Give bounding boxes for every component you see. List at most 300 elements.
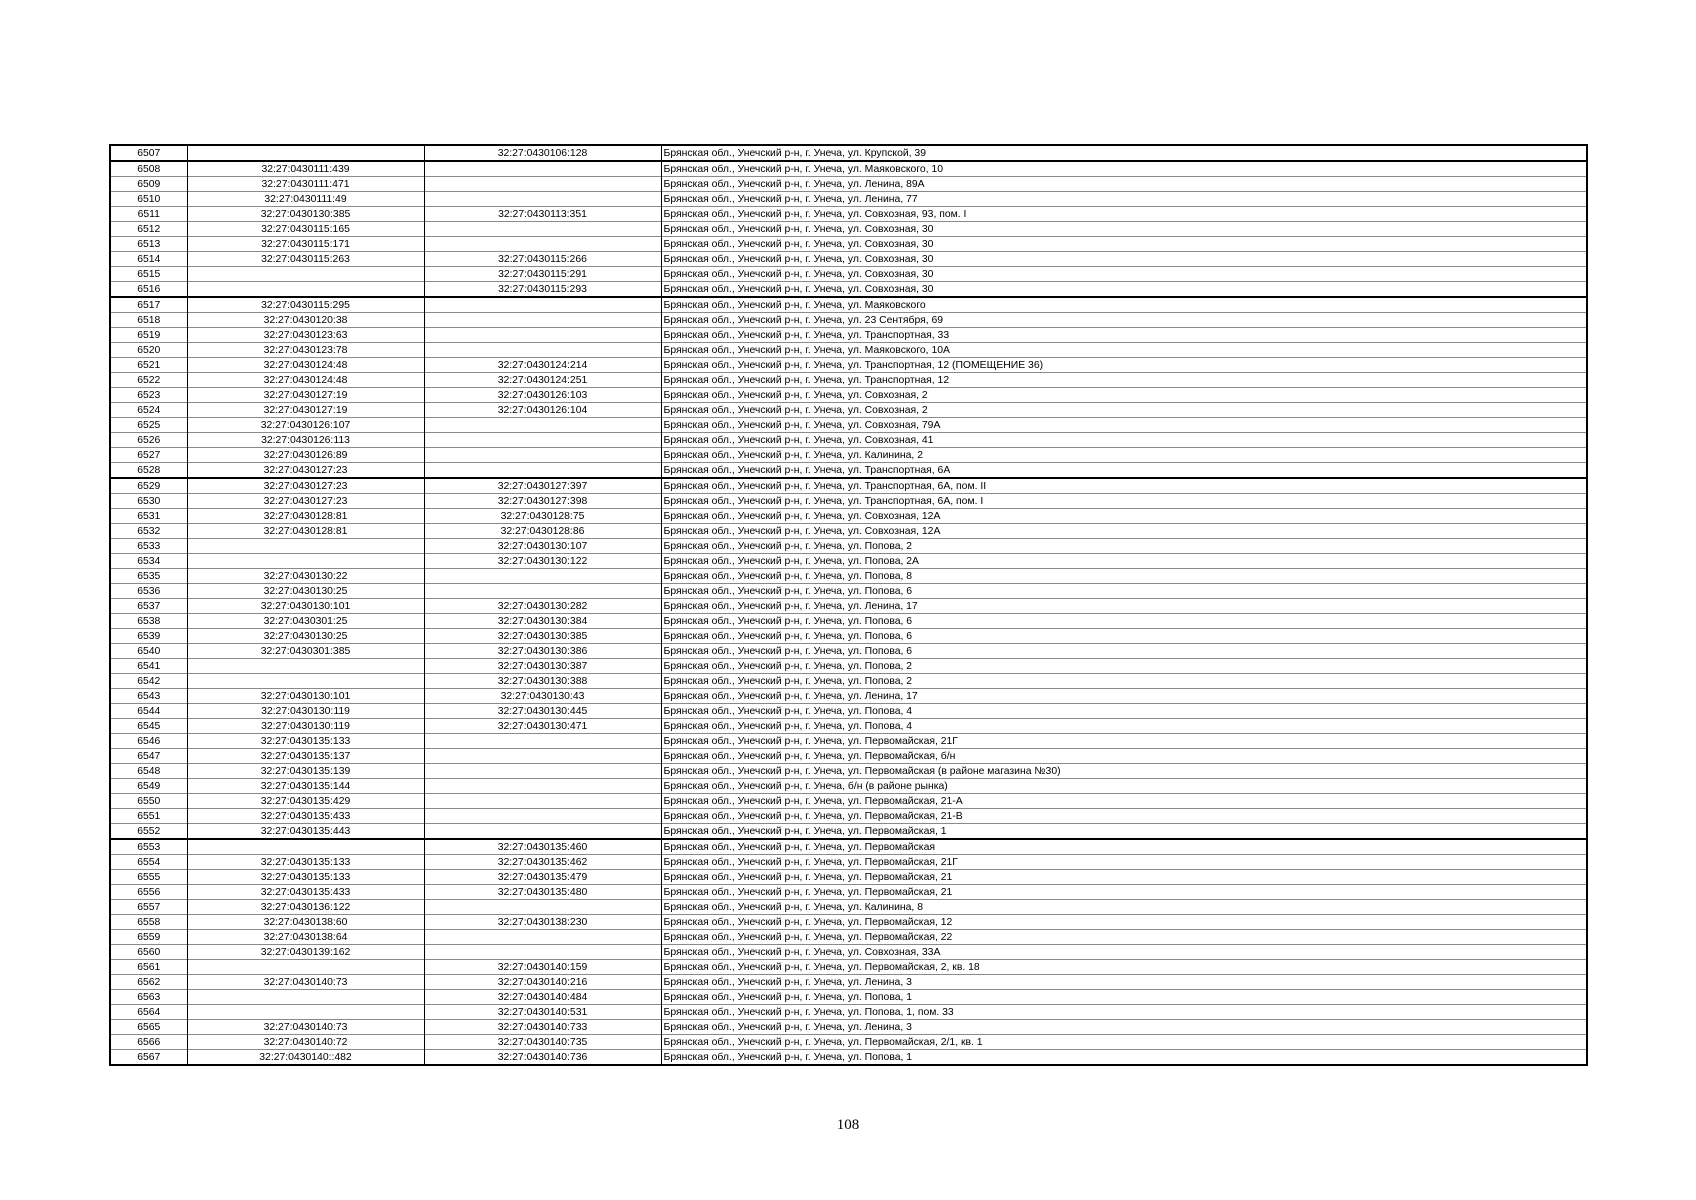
object-cadastral-number: 32:27:0430138:230 [424,915,661,930]
table-row [110,975,1587,990]
table-row [110,373,1587,388]
address: Брянская обл., Унечский р-н, г. Унеча, ул. Транспортная, 12 [661,373,1587,388]
table-row [110,659,1587,674]
land-cadastral-number: 32:27:0430135:137 [187,749,424,764]
table-row [110,599,1587,614]
object-cadastral-number [424,584,661,599]
land-cadastral-number: 32:27:0430130:119 [187,704,424,719]
table-row [110,885,1587,900]
land-cadastral-number: 32:27:0430135:433 [187,885,424,900]
table-row [110,267,1587,282]
row-number: 6511 [110,207,187,222]
row-number: 6533 [110,539,187,554]
table-row [110,1005,1587,1020]
land-cadastral-number [187,839,424,855]
object-cadastral-number [424,222,661,237]
table-row [110,584,1587,599]
object-cadastral-number: 32:27:0430127:398 [424,494,661,509]
object-cadastral-number: 32:27:0430115:291 [424,267,661,282]
land-cadastral-number: 32:27:0430140:72 [187,1035,424,1050]
table-row [110,839,1587,855]
address: Брянская обл., Унечский р-н, г. Унеча, ул. Совхозная, 30 [661,252,1587,267]
object-cadastral-number: 32:27:0430130:445 [424,704,661,719]
object-cadastral-number: 32:27:0430126:104 [424,403,661,418]
land-cadastral-number: 32:27:0430124:48 [187,358,424,373]
table-row [110,1035,1587,1050]
object-cadastral-number: 32:27:0430130:471 [424,719,661,734]
registry-body [110,145,1587,1065]
object-cadastral-number: 32:27:0430130:43 [424,689,661,704]
land-cadastral-number: 32:27:0430135:133 [187,870,424,885]
table-row [110,1020,1587,1035]
row-number: 6523 [110,388,187,403]
address: Брянская обл., Унечский р-н, г. Унеча, ул. Попова, 4 [661,704,1587,719]
address: Брянская обл., Унечский р-н, г. Унеча, ул. Попова, 4 [661,719,1587,734]
address: Брянская обл., Унечский р-н, г. Унеча, ул. Ленина, 3 [661,975,1587,990]
table-row [110,809,1587,824]
object-cadastral-number [424,794,661,809]
row-number: 6546 [110,734,187,749]
object-cadastral-number: 32:27:0430140:733 [424,1020,661,1035]
row-number: 6544 [110,704,187,719]
table-row [110,388,1587,403]
object-cadastral-number [424,328,661,343]
table-row [110,870,1587,885]
table-row [110,192,1587,207]
address: Брянская обл., Унечский р-н, г. Унеча, ул. Первомайская, 1 [661,824,1587,840]
address: Брянская обл., Унечский р-н, г. Унеча, ул. Попова, 6 [661,629,1587,644]
table-row [110,569,1587,584]
land-cadastral-number: 32:27:0430135:429 [187,794,424,809]
address: Брянская обл., Унечский р-н, г. Унеча, ул. Попова, 8 [661,569,1587,584]
address: Брянская обл., Унечский р-н, г. Унеча, ул. Попова, 2 [661,674,1587,689]
land-cadastral-number: 32:27:0430127:23 [187,478,424,494]
row-number: 6564 [110,1005,187,1020]
row-number: 6516 [110,282,187,298]
row-number: 6507 [110,145,187,161]
land-cadastral-number: 32:27:0430123:63 [187,328,424,343]
address: Брянская обл., Унечский р-н, г. Унеча, ул. Маяковского, 10А [661,343,1587,358]
address: Брянская обл., Унечский р-н, г. Унеча, ул. Совхозная, 79А [661,418,1587,433]
table-row [110,1050,1587,1066]
object-cadastral-number [424,448,661,463]
address: Брянская обл., Унечский р-н, г. Унеча, ул. Совхозная, 33А [661,945,1587,960]
address: Брянская обл., Унечский р-н, г. Унеча, ул. Ленина, 17 [661,689,1587,704]
land-cadastral-number: 32:27:0430128:81 [187,524,424,539]
land-cadastral-number: 32:27:0430111:471 [187,177,424,192]
address: Брянская обл., Унечский р-н, г. Унеча, ул. Попова, 1, пом. 33 [661,1005,1587,1020]
object-cadastral-number [424,343,661,358]
object-cadastral-number [424,161,661,177]
table-row [110,644,1587,659]
land-cadastral-number: 32:27:0430111:439 [187,161,424,177]
address: Брянская обл., Унечский р-н, г. Унеча, ул. Калинина, 2 [661,448,1587,463]
object-cadastral-number: 32:27:0430135:480 [424,885,661,900]
object-cadastral-number: 32:27:0430106:128 [424,145,661,161]
address: Брянская обл., Унечский р-н, г. Унеча, б/н (в районе рынка) [661,779,1587,794]
row-number: 6534 [110,554,187,569]
land-cadastral-number: 32:27:0430127:23 [187,494,424,509]
object-cadastral-number: 32:27:0430124:251 [424,373,661,388]
object-cadastral-number: 32:27:0430128:86 [424,524,661,539]
land-cadastral-number: 32:27:0430127:19 [187,403,424,418]
row-number: 6547 [110,749,187,764]
object-cadastral-number: 32:27:0430140:736 [424,1050,661,1066]
table-row [110,900,1587,915]
address: Брянская обл., Унечский р-н, г. Унеча, ул. Первомайская, 21-А [661,794,1587,809]
land-cadastral-number [187,960,424,975]
address: Брянская обл., Унечский р-н, г. Унеча, ул. Первомайская, 21Г [661,734,1587,749]
row-number: 6519 [110,328,187,343]
row-number: 6529 [110,478,187,494]
table-row [110,960,1587,975]
land-cadastral-number: 32:27:0430127:19 [187,388,424,403]
object-cadastral-number [424,418,661,433]
row-number: 6509 [110,177,187,192]
land-cadastral-number [187,145,424,161]
land-cadastral-number: 32:27:0430130:25 [187,629,424,644]
registry-table [109,144,1588,1066]
object-cadastral-number [424,824,661,840]
row-number: 6538 [110,614,187,629]
row-number: 6522 [110,373,187,388]
row-number: 6524 [110,403,187,418]
address: Брянская обл., Унечский р-н, г. Унеча, ул. Транспортная, 6А, пом. I [661,494,1587,509]
row-number: 6536 [110,584,187,599]
table-row [110,418,1587,433]
table-row [110,433,1587,448]
table-row [110,554,1587,569]
address: Брянская обл., Унечский р-н, г. Унеча, ул. Совхозная, 12А [661,509,1587,524]
table-row [110,313,1587,328]
table-row [110,403,1587,418]
address: Брянская обл., Унечский р-н, г. Унеча, ул. Первомайская (в районе магазина №30) [661,764,1587,779]
address: Брянская обл., Унечский р-н, г. Унеча, ул. Совхозная, 12А [661,524,1587,539]
object-cadastral-number: 32:27:0430127:397 [424,478,661,494]
address: Брянская обл., Унечский р-н, г. Унеча, ул. Первомайская [661,839,1587,855]
address: Брянская обл., Унечский р-н, г. Унеча, ул. Первомайская, 21Г [661,855,1587,870]
object-cadastral-number [424,463,661,479]
address: Брянская обл., Унечский р-н, г. Унеча, ул. Маяковского, 10 [661,161,1587,177]
object-cadastral-number: 32:27:0430140:484 [424,990,661,1005]
address: Брянская обл., Унечский р-н, г. Унеча, ул. Совхозная, 2 [661,388,1587,403]
object-cadastral-number: 32:27:0430135:460 [424,839,661,855]
land-cadastral-number [187,554,424,569]
table-row [110,297,1587,313]
table-row [110,674,1587,689]
land-cadastral-number: 32:27:0430126:113 [187,433,424,448]
address: Брянская обл., Унечский р-н, г. Унеча, ул. Первомайская, 2/1, кв. 1 [661,1035,1587,1050]
row-number: 6549 [110,779,187,794]
object-cadastral-number: 32:27:0430130:384 [424,614,661,629]
row-number: 6567 [110,1050,187,1066]
address: Брянская обл., Унечский р-н, г. Унеча, ул. Попова, 6 [661,584,1587,599]
table-row [110,237,1587,252]
land-cadastral-number [187,267,424,282]
table-row [110,222,1587,237]
row-number: 6532 [110,524,187,539]
address: Брянская обл., Унечский р-н, г. Унеча, ул. Совхозная, 2 [661,403,1587,418]
table-row [110,252,1587,267]
object-cadastral-number [424,945,661,960]
land-cadastral-number: 32:27:0430130:119 [187,719,424,734]
table-row [110,145,1587,161]
land-cadastral-number: 32:27:0430115:263 [187,252,424,267]
row-number: 6542 [110,674,187,689]
object-cadastral-number [424,433,661,448]
row-number: 6565 [110,1020,187,1035]
address: Брянская обл., Унечский р-н, г. Унеча, ул. Калинина, 8 [661,900,1587,915]
object-cadastral-number: 32:27:0430130:386 [424,644,661,659]
row-number: 6527 [110,448,187,463]
row-number: 6560 [110,945,187,960]
address: Брянская обл., Унечский р-н, г. Унеча, ул. Ленина, 89А [661,177,1587,192]
address: Брянская обл., Унечский р-н, г. Унеча, ул. Первомайская, 21 [661,885,1587,900]
table-row [110,478,1587,494]
row-number: 6510 [110,192,187,207]
table-row [110,915,1587,930]
land-cadastral-number: 32:27:0430124:48 [187,373,424,388]
land-cadastral-number [187,1005,424,1020]
object-cadastral-number [424,930,661,945]
row-number: 6557 [110,900,187,915]
table-row [110,779,1587,794]
table-row [110,855,1587,870]
row-number: 6539 [110,629,187,644]
row-number: 6543 [110,689,187,704]
object-cadastral-number [424,809,661,824]
table-row [110,764,1587,779]
address: Брянская обл., Унечский р-н, г. Унеча, ул. Первомайская, 2, кв. 18 [661,960,1587,975]
object-cadastral-number [424,177,661,192]
table-row [110,734,1587,749]
land-cadastral-number: 32:27:0430140:73 [187,1020,424,1035]
object-cadastral-number: 32:27:0430130:388 [424,674,661,689]
land-cadastral-number: 32:27:0430135:144 [187,779,424,794]
table-row [110,539,1587,554]
address: Брянская обл., Унечский р-н, г. Унеча, ул. Попова, 1 [661,1050,1587,1066]
page-number: 108 [836,1117,860,1133]
object-cadastral-number: 32:27:0430115:293 [424,282,661,298]
address: Брянская обл., Унечский р-н, г. Унеча, ул. Ленина, 77 [661,192,1587,207]
object-cadastral-number: 32:27:0430130:282 [424,599,661,614]
address: Брянская обл., Унечский р-н, г. Унеча, ул. Транспортная, 33 [661,328,1587,343]
land-cadastral-number [187,990,424,1005]
address: Брянская обл., Унечский р-н, г. Унеча, ул. Попова, 6 [661,614,1587,629]
row-number: 6553 [110,839,187,855]
land-cadastral-number: 32:27:0430135:133 [187,855,424,870]
object-cadastral-number [424,297,661,313]
land-cadastral-number: 32:27:0430135:443 [187,824,424,840]
object-cadastral-number: 32:27:0430135:479 [424,870,661,885]
table-row [110,177,1587,192]
object-cadastral-number: 32:27:0430126:103 [424,388,661,403]
table-row [110,509,1587,524]
object-cadastral-number [424,764,661,779]
land-cadastral-number: 32:27:0430130:385 [187,207,424,222]
land-cadastral-number: 32:27:0430120:38 [187,313,424,328]
table-row [110,930,1587,945]
land-cadastral-number: 32:27:0430130:101 [187,599,424,614]
land-cadastral-number: 32:27:0430123:78 [187,343,424,358]
land-cadastral-number: 32:27:0430127:23 [187,463,424,479]
row-number: 6558 [110,915,187,930]
table-row [110,719,1587,734]
table-row [110,704,1587,719]
row-number: 6514 [110,252,187,267]
row-number: 6537 [110,599,187,614]
table-row [110,794,1587,809]
land-cadastral-number [187,659,424,674]
row-number: 6535 [110,569,187,584]
object-cadastral-number: 32:27:0430130:122 [424,554,661,569]
land-cadastral-number: 32:27:0430130:22 [187,569,424,584]
row-number: 6521 [110,358,187,373]
row-number: 6559 [110,930,187,945]
address: Брянская обл., Унечский р-н, г. Унеча, ул. Попова, 2 [661,539,1587,554]
address: Брянская обл., Унечский р-н, г. Унеча, ул. Попова, 2А [661,554,1587,569]
land-cadastral-number: 32:27:0430130:25 [187,584,424,599]
row-number: 6528 [110,463,187,479]
object-cadastral-number: 32:27:0430140:216 [424,975,661,990]
object-cadastral-number: 32:27:0430124:214 [424,358,661,373]
object-cadastral-number [424,237,661,252]
land-cadastral-number [187,282,424,298]
address: Брянская обл., Унечский р-н, г. Унеча, ул. Попова, 2 [661,659,1587,674]
land-cadastral-number: 32:27:0430126:89 [187,448,424,463]
row-number: 6552 [110,824,187,840]
object-cadastral-number: 32:27:0430130:387 [424,659,661,674]
row-number: 6550 [110,794,187,809]
address: Брянская обл., Унечский р-н, г. Унеча, ул. Совхозная, 30 [661,222,1587,237]
object-cadastral-number: 32:27:0430113:351 [424,207,661,222]
land-cadastral-number: 32:27:0430111:49 [187,192,424,207]
row-number: 6551 [110,809,187,824]
row-number: 6512 [110,222,187,237]
address: Брянская обл., Унечский р-н, г. Унеча, ул. Первомайская, б/н [661,749,1587,764]
table-row [110,343,1587,358]
row-number: 6515 [110,267,187,282]
address: Брянская обл., Унечский р-н, г. Унеча, ул. Первомайская, 21-В [661,809,1587,824]
row-number: 6517 [110,297,187,313]
row-number: 6531 [110,509,187,524]
object-cadastral-number: 32:27:0430115:266 [424,252,661,267]
address: Брянская обл., Унечский р-н, г. Унеча, ул. Совхозная, 30 [661,282,1587,298]
land-cadastral-number [187,539,424,554]
table-row [110,824,1587,840]
table-row [110,328,1587,343]
address: Брянская обл., Унечский р-н, г. Унеча, ул. Первомайская, 21 [661,870,1587,885]
address: Брянская обл., Унечский р-н, г. Унеча, ул. 23 Сентября, 69 [661,313,1587,328]
row-number: 6513 [110,237,187,252]
land-cadastral-number: 32:27:0430115:295 [187,297,424,313]
table-row [110,990,1587,1005]
address: Брянская обл., Унечский р-н, г. Унеча, ул. Маяковского [661,297,1587,313]
object-cadastral-number: 32:27:0430135:462 [424,855,661,870]
row-number: 6525 [110,418,187,433]
object-cadastral-number [424,313,661,328]
table-row [110,282,1587,298]
address: Брянская обл., Унечский р-н, г. Унеча, ул. Совхозная, 93, пом. I [661,207,1587,222]
land-cadastral-number: 32:27:0430135:139 [187,764,424,779]
row-number: 6526 [110,433,187,448]
land-cadastral-number: 32:27:0430139:162 [187,945,424,960]
address: Брянская обл., Унечский р-н, г. Унеча, ул. Совхозная, 30 [661,237,1587,252]
address: Брянская обл., Унечский р-н, г. Унеча, ул. Совхозная, 41 [661,433,1587,448]
object-cadastral-number [424,569,661,584]
address: Брянская обл., Унечский р-н, г. Унеча, ул. Крупской, 39 [661,145,1587,161]
table-row [110,207,1587,222]
land-cadastral-number: 32:27:0430135:133 [187,734,424,749]
table-row [110,524,1587,539]
land-cadastral-number: 32:27:0430128:81 [187,509,424,524]
table-row [110,161,1587,177]
row-number: 6530 [110,494,187,509]
object-cadastral-number: 32:27:0430140:531 [424,1005,661,1020]
land-cadastral-number: 32:27:0430138:64 [187,930,424,945]
land-cadastral-number [187,674,424,689]
land-cadastral-number: 32:27:0430140::482 [187,1050,424,1066]
address: Брянская обл., Унечский р-н, г. Унеча, ул. Попова, 6 [661,644,1587,659]
object-cadastral-number [424,779,661,794]
land-cadastral-number: 32:27:0430126:107 [187,418,424,433]
land-cadastral-number: 32:27:0430135:433 [187,809,424,824]
row-number: 6561 [110,960,187,975]
row-number: 6556 [110,885,187,900]
address: Брянская обл., Унечский р-н, г. Унеча, ул. Совхозная, 30 [661,267,1587,282]
land-cadastral-number: 32:27:0430140:73 [187,975,424,990]
land-cadastral-number: 32:27:0430301:25 [187,614,424,629]
table-row [110,358,1587,373]
row-number: 6518 [110,313,187,328]
table-row [110,448,1587,463]
row-number: 6554 [110,855,187,870]
table-row [110,614,1587,629]
table-row [110,629,1587,644]
land-cadastral-number: 32:27:0430115:171 [187,237,424,252]
address: Брянская обл., Унечский р-н, г. Унеча, ул. Первомайская, 22 [661,930,1587,945]
row-number: 6555 [110,870,187,885]
object-cadastral-number: 32:27:0430128:75 [424,509,661,524]
object-cadastral-number: 32:27:0430140:735 [424,1035,661,1050]
table-row [110,689,1587,704]
object-cadastral-number [424,192,661,207]
table-row [110,494,1587,509]
row-number: 6541 [110,659,187,674]
address: Брянская обл., Унечский р-н, г. Унеча, ул. Первомайская, 12 [661,915,1587,930]
object-cadastral-number [424,734,661,749]
land-cadastral-number: 32:27:0430138:60 [187,915,424,930]
address: Брянская обл., Унечский р-н, г. Унеча, ул. Ленина, 17 [661,599,1587,614]
object-cadastral-number [424,900,661,915]
row-number: 6566 [110,1035,187,1050]
row-number: 6562 [110,975,187,990]
table-row [110,749,1587,764]
row-number: 6508 [110,161,187,177]
land-cadastral-number: 32:27:0430136:122 [187,900,424,915]
row-number: 6548 [110,764,187,779]
land-cadastral-number: 32:27:0430301:385 [187,644,424,659]
object-cadastral-number: 32:27:0430130:107 [424,539,661,554]
land-cadastral-number: 32:27:0430130:101 [187,689,424,704]
row-number: 6520 [110,343,187,358]
address: Брянская обл., Унечский р-н, г. Унеча, ул. Транспортная, 6А [661,463,1587,479]
address: Брянская обл., Унечский р-н, г. Унеча, ул. Транспортная, 6А, пом. II [661,478,1587,494]
object-cadastral-number: 32:27:0430130:385 [424,629,661,644]
object-cadastral-number [424,749,661,764]
row-number: 6563 [110,990,187,1005]
table-row [110,463,1587,479]
